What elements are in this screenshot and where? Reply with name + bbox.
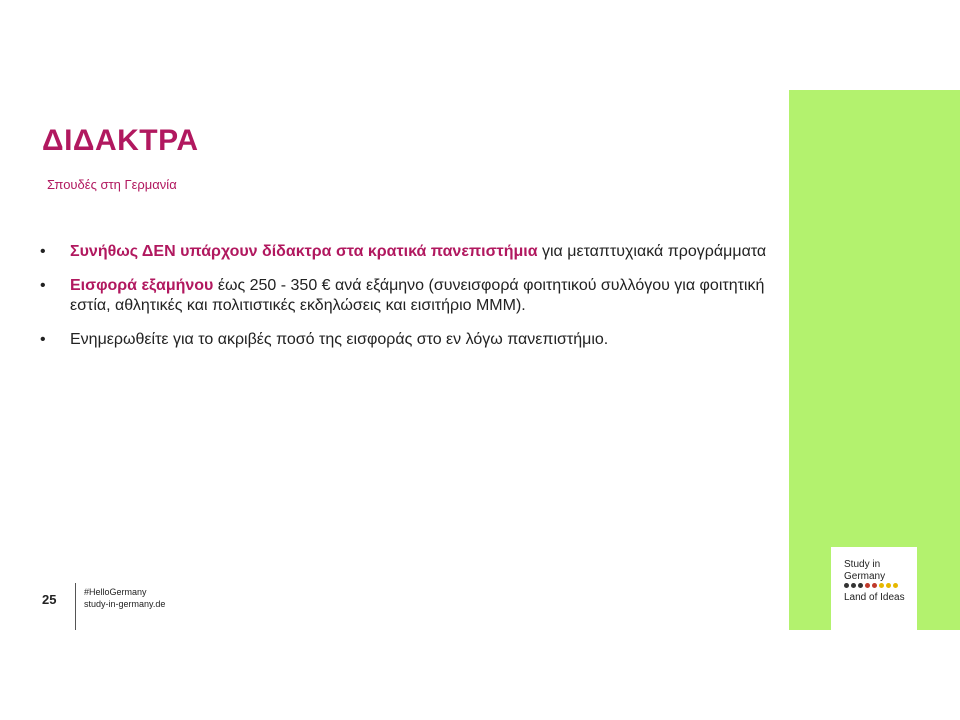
slide-title: ΔΙΔΑΚΤΡΑ — [42, 124, 199, 157]
bullet-list — [40, 242, 775, 364]
bullet-text: έως 250 - 350 € ανά εξάμηνο (συνεισφορά φοιτητικού συλλόγου για φοιτητική εστία, αθλητικές και πολιτιστικές εκδηλώσεις και εισιτήριο ΜΜΜ). — [70, 277, 765, 314]
slide — [0, 90, 960, 630]
logo-dot — [872, 583, 877, 588]
footer-text — [84, 586, 165, 610]
footer-divider — [75, 583, 76, 630]
bullet-item — [40, 330, 775, 350]
bullet-text: για μεταπτυχιακά προγράμματα — [537, 243, 767, 260]
slide-subtitle: Σπουδές στη Γερμανία — [47, 177, 177, 192]
study-in-germany-logo — [831, 547, 917, 630]
bullet-item — [40, 242, 775, 262]
footer-hashtag: #HelloGermany — [84, 587, 147, 597]
logo-dot — [844, 583, 849, 588]
logo-dot — [893, 583, 898, 588]
bullet-highlight: Συνήθως ΔΕΝ υπάρχουν δίδακτρα στα κρατικά πανεπιστήμια — [70, 243, 538, 260]
logo-line-1: Study in — [844, 559, 881, 570]
bullet-marker: • — [40, 243, 46, 260]
logo-dot — [858, 583, 863, 588]
logo-dot — [886, 583, 891, 588]
bullet-highlight: Εισφορά εξαμήνου — [70, 277, 214, 294]
logo-dot — [851, 583, 856, 588]
page-number: 25 — [42, 592, 57, 607]
bullet-item — [40, 276, 775, 316]
logo-dots — [844, 583, 898, 589]
bullet-marker: • — [40, 277, 46, 294]
bullet-text: Ενημερωθείτε για το ακριβές ποσό της εισφοράς στο εν λόγω πανεπιστήμιο. — [70, 331, 609, 348]
logo-dot — [879, 583, 884, 588]
logo-line-3: Land of Ideas — [844, 592, 905, 603]
logo-line-2: Germany — [844, 571, 886, 582]
footer-website-link[interactable]: study-in-germany.de — [84, 599, 166, 609]
logo-dot — [865, 583, 870, 588]
bullet-marker: • — [40, 331, 46, 348]
